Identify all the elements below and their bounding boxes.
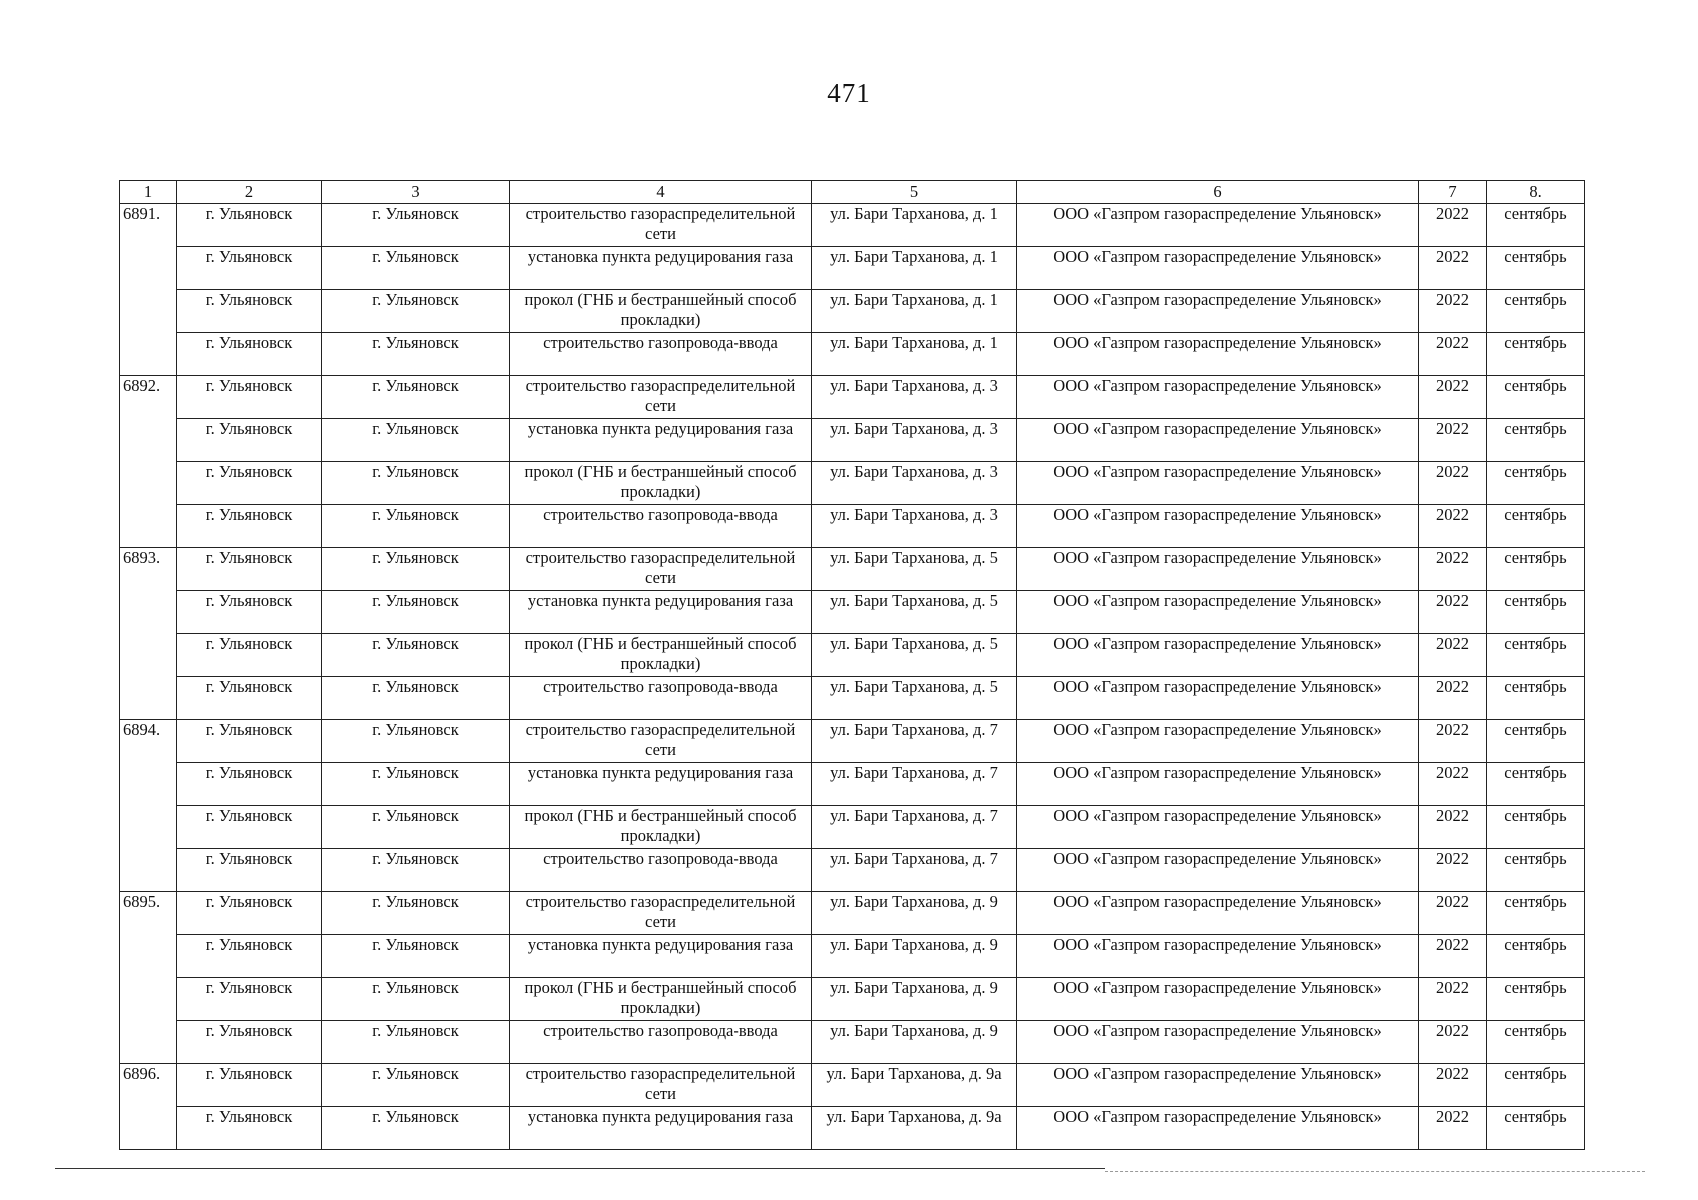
organization-cell: ООО «Газпром газораспределение Ульяновск» <box>1017 505 1419 548</box>
table-row <box>120 1064 1585 1107</box>
year-cell: 2022 <box>1419 763 1487 806</box>
locality-cell: г. Ульяновск <box>322 204 510 247</box>
district-cell: г. Ульяновск <box>177 290 322 333</box>
year-cell: 2022 <box>1419 978 1487 1021</box>
entry-number-cell: 6895. <box>120 892 177 1064</box>
table-row <box>120 376 1585 419</box>
year-cell: 2022 <box>1419 1107 1487 1150</box>
year-cell: 2022 <box>1419 247 1487 290</box>
district-cell: г. Ульяновск <box>177 462 322 505</box>
month-cell: сентябрь <box>1487 591 1585 634</box>
locality-cell: г. Ульяновск <box>322 935 510 978</box>
month-cell: сентябрь <box>1487 677 1585 720</box>
address-cell: ул. Бари Тарханова, д. 7 <box>812 720 1017 763</box>
address-cell: ул. Бари Тарханова, д. 1 <box>812 290 1017 333</box>
work-type-cell: прокол (ГНБ и бестраншейный способ прокладки) <box>510 634 812 677</box>
address-cell: ул. Бари Тарханова, д. 7 <box>812 806 1017 849</box>
column-header: 1 <box>120 181 177 204</box>
organization-cell: ООО «Газпром газораспределение Ульяновск» <box>1017 806 1419 849</box>
table-row <box>120 806 1585 849</box>
table-row <box>120 505 1585 548</box>
organization-cell: ООО «Газпром газораспределение Ульяновск» <box>1017 634 1419 677</box>
work-type-cell: установка пункта редуцирования газа <box>510 763 812 806</box>
year-cell: 2022 <box>1419 204 1487 247</box>
column-header: 3 <box>322 181 510 204</box>
table-row <box>120 290 1585 333</box>
organization-cell: ООО «Газпром газораспределение Ульяновск» <box>1017 462 1419 505</box>
month-cell: сентябрь <box>1487 720 1585 763</box>
organization-cell: ООО «Газпром газораспределение Ульяновск» <box>1017 247 1419 290</box>
work-type-cell: строительство газопровода-ввода <box>510 333 812 376</box>
entry-number-cell: 6892. <box>120 376 177 548</box>
header-row <box>120 181 1585 204</box>
work-type-cell: прокол (ГНБ и бестраншейный способ прокладки) <box>510 462 812 505</box>
locality-cell: г. Ульяновск <box>322 1064 510 1107</box>
work-type-cell: прокол (ГНБ и бестраншейный способ прокладки) <box>510 290 812 333</box>
address-cell: ул. Бари Тарханова, д. 3 <box>812 376 1017 419</box>
entry-number-cell: 6891. <box>120 204 177 376</box>
month-cell: сентябрь <box>1487 634 1585 677</box>
district-cell: г. Ульяновск <box>177 677 322 720</box>
table-row <box>120 892 1585 935</box>
column-header: 2 <box>177 181 322 204</box>
district-cell: г. Ульяновск <box>177 849 322 892</box>
address-cell: ул. Бари Тарханова, д. 3 <box>812 419 1017 462</box>
organization-cell: ООО «Газпром газораспределение Ульяновск» <box>1017 978 1419 1021</box>
year-cell: 2022 <box>1419 806 1487 849</box>
month-cell: сентябрь <box>1487 1021 1585 1064</box>
address-cell: ул. Бари Тарханова, д. 5 <box>812 677 1017 720</box>
month-cell: сентябрь <box>1487 548 1585 591</box>
work-type-cell: установка пункта редуцирования газа <box>510 935 812 978</box>
table-row <box>120 204 1585 247</box>
locality-cell: г. Ульяновск <box>322 548 510 591</box>
footer-rule-dotted <box>1105 1171 1645 1172</box>
address-cell: ул. Бари Тарханова, д. 1 <box>812 247 1017 290</box>
work-type-cell: строительство газопровода-ввода <box>510 849 812 892</box>
footer-rule <box>55 1168 1105 1169</box>
address-cell: ул. Бари Тарханова, д. 3 <box>812 462 1017 505</box>
organization-cell: ООО «Газпром газораспределение Ульяновск» <box>1017 849 1419 892</box>
year-cell: 2022 <box>1419 634 1487 677</box>
organization-cell: ООО «Газпром газораспределение Ульяновск» <box>1017 333 1419 376</box>
month-cell: сентябрь <box>1487 462 1585 505</box>
district-cell: г. Ульяновск <box>177 763 322 806</box>
table-row <box>120 419 1585 462</box>
district-cell: г. Ульяновск <box>177 806 322 849</box>
district-cell: г. Ульяновск <box>177 376 322 419</box>
locality-cell: г. Ульяновск <box>322 1107 510 1150</box>
entry-number-cell: 6893. <box>120 548 177 720</box>
organization-cell: ООО «Газпром газораспределение Ульяновск» <box>1017 1064 1419 1107</box>
organization-cell: ООО «Газпром газораспределение Ульяновск» <box>1017 1021 1419 1064</box>
address-cell: ул. Бари Тарханова, д. 9 <box>812 1021 1017 1064</box>
month-cell: сентябрь <box>1487 419 1585 462</box>
work-type-cell: строительство газораспределительной сети <box>510 892 812 935</box>
district-cell: г. Ульяновск <box>177 1021 322 1064</box>
locality-cell: г. Ульяновск <box>322 849 510 892</box>
year-cell: 2022 <box>1419 548 1487 591</box>
month-cell: сентябрь <box>1487 935 1585 978</box>
work-type-cell: установка пункта редуцирования газа <box>510 1107 812 1150</box>
district-cell: г. Ульяновск <box>177 247 322 290</box>
year-cell: 2022 <box>1419 720 1487 763</box>
organization-cell: ООО «Газпром газораспределение Ульяновск» <box>1017 720 1419 763</box>
year-cell: 2022 <box>1419 935 1487 978</box>
year-cell: 2022 <box>1419 677 1487 720</box>
organization-cell: ООО «Газпром газораспределение Ульяновск» <box>1017 290 1419 333</box>
column-header: 4 <box>510 181 812 204</box>
month-cell: сентябрь <box>1487 978 1585 1021</box>
locality-cell: г. Ульяновск <box>322 892 510 935</box>
table-row <box>120 247 1585 290</box>
work-type-cell: прокол (ГНБ и бестраншейный способ прокладки) <box>510 978 812 1021</box>
address-cell: ул. Бари Тарханова, д. 9 <box>812 892 1017 935</box>
locality-cell: г. Ульяновск <box>322 505 510 548</box>
address-cell: ул. Бари Тарханова, д. 5 <box>812 548 1017 591</box>
table-row <box>120 548 1585 591</box>
locality-cell: г. Ульяновск <box>322 634 510 677</box>
district-cell: г. Ульяновск <box>177 720 322 763</box>
year-cell: 2022 <box>1419 462 1487 505</box>
year-cell: 2022 <box>1419 376 1487 419</box>
column-header: 7 <box>1419 181 1487 204</box>
organization-cell: ООО «Газпром газораспределение Ульяновск» <box>1017 892 1419 935</box>
district-cell: г. Ульяновск <box>177 591 322 634</box>
month-cell: сентябрь <box>1487 849 1585 892</box>
work-type-cell: установка пункта редуцирования газа <box>510 591 812 634</box>
table-body <box>120 204 1585 1150</box>
district-cell: г. Ульяновск <box>177 935 322 978</box>
year-cell: 2022 <box>1419 892 1487 935</box>
locality-cell: г. Ульяновск <box>322 763 510 806</box>
work-type-cell: строительство газораспределительной сети <box>510 1064 812 1107</box>
address-cell: ул. Бари Тарханова, д. 9а <box>812 1107 1017 1150</box>
organization-cell: ООО «Газпром газораспределение Ульяновск» <box>1017 1107 1419 1150</box>
table-row <box>120 978 1585 1021</box>
locality-cell: г. Ульяновск <box>322 462 510 505</box>
organization-cell: ООО «Газпром газораспределение Ульяновск» <box>1017 677 1419 720</box>
address-cell: ул. Бари Тарханова, д. 3 <box>812 505 1017 548</box>
district-cell: г. Ульяновск <box>177 505 322 548</box>
district-cell: г. Ульяновск <box>177 333 322 376</box>
district-cell: г. Ульяновск <box>177 634 322 677</box>
entry-number-cell: 6894. <box>120 720 177 892</box>
locality-cell: г. Ульяновск <box>322 720 510 763</box>
table-row <box>120 720 1585 763</box>
organization-cell: ООО «Газпром газораспределение Ульяновск» <box>1017 935 1419 978</box>
work-type-cell: прокол (ГНБ и бестраншейный способ прокладки) <box>510 806 812 849</box>
locality-cell: г. Ульяновск <box>322 591 510 634</box>
address-cell: ул. Бари Тарханова, д. 7 <box>812 763 1017 806</box>
year-cell: 2022 <box>1419 333 1487 376</box>
district-cell: г. Ульяновск <box>177 892 322 935</box>
month-cell: сентябрь <box>1487 290 1585 333</box>
locality-cell: г. Ульяновск <box>322 376 510 419</box>
district-cell: г. Ульяновск <box>177 548 322 591</box>
table-row <box>120 935 1585 978</box>
work-type-cell: установка пункта редуцирования газа <box>510 247 812 290</box>
work-type-cell: строительство газораспределительной сети <box>510 204 812 247</box>
month-cell: сентябрь <box>1487 1107 1585 1150</box>
locality-cell: г. Ульяновск <box>322 1021 510 1064</box>
locality-cell: г. Ульяновск <box>322 978 510 1021</box>
column-header: 8. <box>1487 181 1585 204</box>
locality-cell: г. Ульяновск <box>322 419 510 462</box>
column-header: 6 <box>1017 181 1419 204</box>
work-type-cell: строительство газораспределительной сети <box>510 376 812 419</box>
year-cell: 2022 <box>1419 290 1487 333</box>
work-type-cell: установка пункта редуцирования газа <box>510 419 812 462</box>
month-cell: сентябрь <box>1487 505 1585 548</box>
locality-cell: г. Ульяновск <box>322 677 510 720</box>
month-cell: сентябрь <box>1487 247 1585 290</box>
address-cell: ул. Бари Тарханова, д. 9 <box>812 935 1017 978</box>
work-type-cell: строительство газопровода-ввода <box>510 677 812 720</box>
address-cell: ул. Бари Тарханова, д. 7 <box>812 849 1017 892</box>
table-row <box>120 591 1585 634</box>
column-header: 5 <box>812 181 1017 204</box>
work-type-cell: строительство газопровода-ввода <box>510 1021 812 1064</box>
month-cell: сентябрь <box>1487 763 1585 806</box>
district-cell: г. Ульяновск <box>177 978 322 1021</box>
address-cell: ул. Бари Тарханова, д. 5 <box>812 634 1017 677</box>
table-row <box>120 763 1585 806</box>
address-cell: ул. Бари Тарханова, д. 9а <box>812 1064 1017 1107</box>
locality-cell: г. Ульяновск <box>322 290 510 333</box>
year-cell: 2022 <box>1419 849 1487 892</box>
month-cell: сентябрь <box>1487 204 1585 247</box>
work-type-cell: строительство газораспределительной сети <box>510 720 812 763</box>
locality-cell: г. Ульяновск <box>322 247 510 290</box>
district-cell: г. Ульяновск <box>177 1064 322 1107</box>
registry-table <box>119 180 1585 1150</box>
locality-cell: г. Ульяновск <box>322 333 510 376</box>
year-cell: 2022 <box>1419 1064 1487 1107</box>
table-row <box>120 849 1585 892</box>
table-row <box>120 634 1585 677</box>
district-cell: г. Ульяновск <box>177 419 322 462</box>
address-cell: ул. Бари Тарханова, д. 1 <box>812 204 1017 247</box>
table-row <box>120 1107 1585 1150</box>
organization-cell: ООО «Газпром газораспределение Ульяновск» <box>1017 204 1419 247</box>
month-cell: сентябрь <box>1487 892 1585 935</box>
address-cell: ул. Бари Тарханова, д. 5 <box>812 591 1017 634</box>
address-cell: ул. Бари Тарханова, д. 9 <box>812 978 1017 1021</box>
district-cell: г. Ульяновск <box>177 204 322 247</box>
organization-cell: ООО «Газпром газораспределение Ульяновск» <box>1017 591 1419 634</box>
year-cell: 2022 <box>1419 1021 1487 1064</box>
table-row <box>120 1021 1585 1064</box>
table-row <box>120 462 1585 505</box>
locality-cell: г. Ульяновск <box>322 806 510 849</box>
month-cell: сентябрь <box>1487 1064 1585 1107</box>
table-header <box>120 181 1585 204</box>
month-cell: сентябрь <box>1487 376 1585 419</box>
organization-cell: ООО «Газпром газораспределение Ульяновск» <box>1017 548 1419 591</box>
address-cell: ул. Бари Тарханова, д. 1 <box>812 333 1017 376</box>
month-cell: сентябрь <box>1487 806 1585 849</box>
organization-cell: ООО «Газпром газораспределение Ульяновск» <box>1017 419 1419 462</box>
month-cell: сентябрь <box>1487 333 1585 376</box>
work-type-cell: строительство газораспределительной сети <box>510 548 812 591</box>
work-type-cell: строительство газопровода-ввода <box>510 505 812 548</box>
year-cell: 2022 <box>1419 591 1487 634</box>
organization-cell: ООО «Газпром газораспределение Ульяновск» <box>1017 763 1419 806</box>
table-row <box>120 333 1585 376</box>
year-cell: 2022 <box>1419 419 1487 462</box>
year-cell: 2022 <box>1419 505 1487 548</box>
district-cell: г. Ульяновск <box>177 1107 322 1150</box>
page-number: 471 <box>827 78 871 108</box>
table-row <box>120 677 1585 720</box>
organization-cell: ООО «Газпром газораспределение Ульяновск» <box>1017 376 1419 419</box>
entry-number-cell: 6896. <box>120 1064 177 1150</box>
